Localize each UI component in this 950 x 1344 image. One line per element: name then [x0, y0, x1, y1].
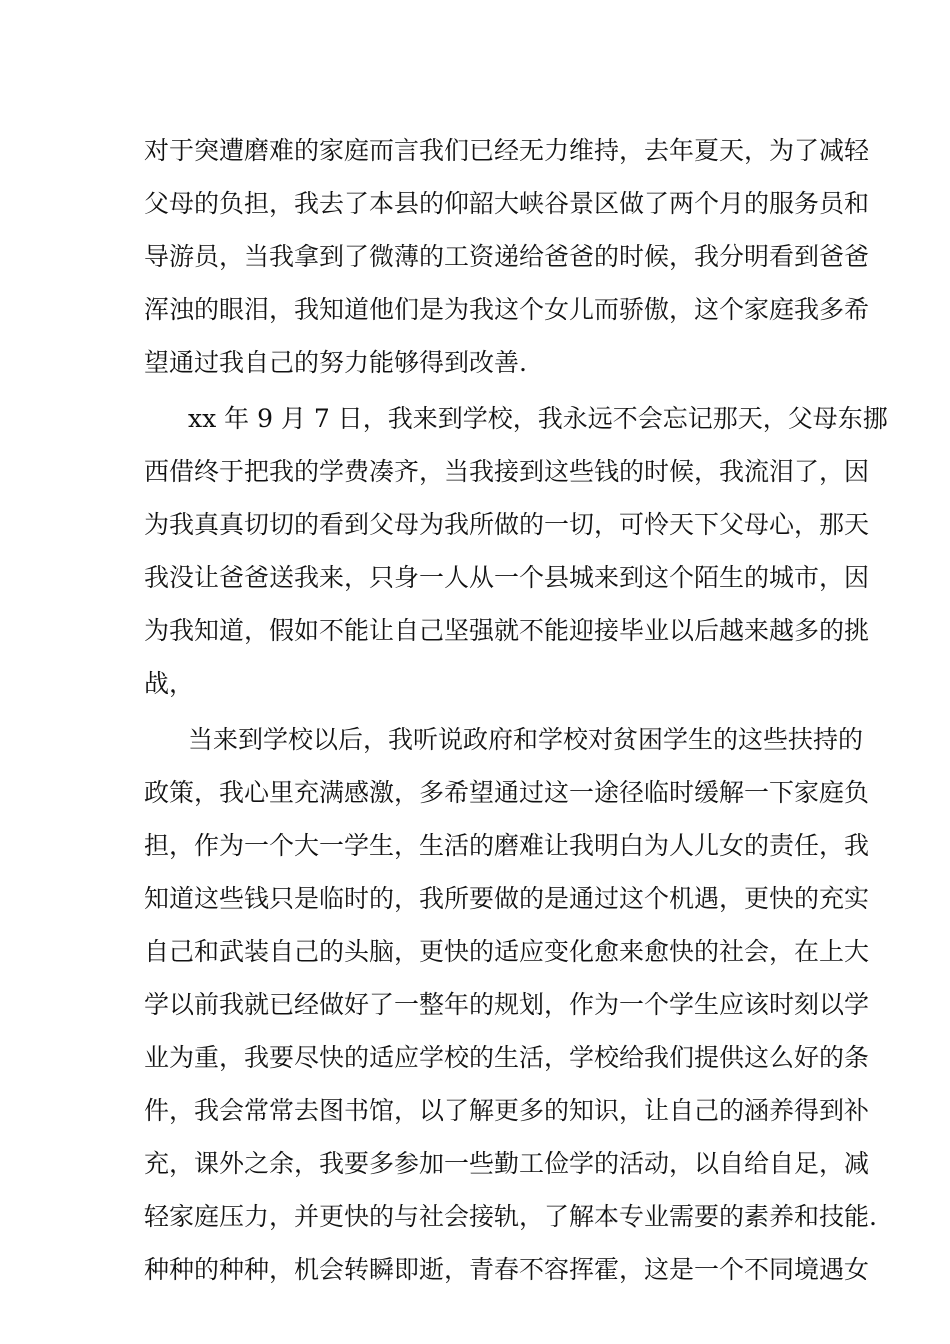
- text-line: 政策，我心里充满感激，多希望通过这一途径临时缓解一下家庭负: [144, 778, 870, 807]
- text-line: 担，作为一个大一学生，生活的磨难让我明白为人儿女的责任，我: [144, 831, 870, 860]
- text-line: 为我真真切切的看到父母为我所做的一切，可怜天下父母心，那天: [144, 510, 870, 539]
- text-line: xx 年 9 月 7 日，我来到学校，我永远不会忘记那天，父母东挪: [188, 404, 888, 433]
- paragraph-1: [144, 124, 870, 389]
- text-line: 学以前我就已经做好了一整年的规划，作为一个学生应该时刻以学: [144, 990, 870, 1019]
- text-line: 知道这些钱只是临时的，我所要做的是通过这个机遇，更快的充实: [144, 884, 870, 913]
- text-line: 西借终于把我的学费凑齐，当我接到这些钱的时候，我流泪了，因: [144, 457, 870, 486]
- text-line: 对于突遭磨难的家庭而言我们已经无力维持，去年夏天，为了减轻: [144, 136, 870, 165]
- paragraph-3: [144, 713, 877, 1296]
- text-line: 我没让爸爸送我来，只身一人从一个县城来到这个陌生的城市，因: [144, 563, 870, 592]
- text-line: 望通过我自己的努力能够得到改善.: [144, 348, 527, 377]
- text-line: 为我知道，假如不能让自己坚强就不能迎接毕业以后越来越多的挑: [144, 616, 870, 645]
- text-line: 导游员，当我拿到了微薄的工资递给爸爸的时候，我分明看到爸爸: [144, 242, 870, 271]
- text-line: 充，课外之余，我要多参加一些勤工俭学的活动，以自给自足，减: [144, 1149, 870, 1178]
- text-line: 当来到学校以后，我听说政府和学校对贫困学生的这些扶持的: [188, 725, 864, 754]
- text-line: 轻家庭压力，并更快的与社会接轨，了解本专业需要的素养和技能.: [144, 1202, 877, 1231]
- text-line: 战，: [144, 669, 195, 698]
- text-line: 浑浊的眼泪，我知道他们是为我这个女儿而骄傲，这个家庭我多希: [144, 295, 870, 324]
- paragraph-2: [144, 392, 888, 710]
- text-line: 业为重，我要尽快的适应学校的生活，学校给我们提供这么好的条: [144, 1043, 870, 1072]
- text-line: 父母的负担，我去了本县的仰韶大峡谷景区做了两个月的服务员和: [144, 189, 870, 218]
- text-line: 种种的种种，机会转瞬即逝，青春不容挥霍，这是一个不同境遇女: [144, 1255, 870, 1284]
- document-body: [144, 124, 888, 1296]
- text-line: 件，我会常常去图书馆，以了解更多的知识，让自己的涵养得到补: [144, 1096, 870, 1125]
- text-line: 自己和武装自己的头脑，更快的适应变化愈来愈快的社会，在上大: [144, 937, 870, 966]
